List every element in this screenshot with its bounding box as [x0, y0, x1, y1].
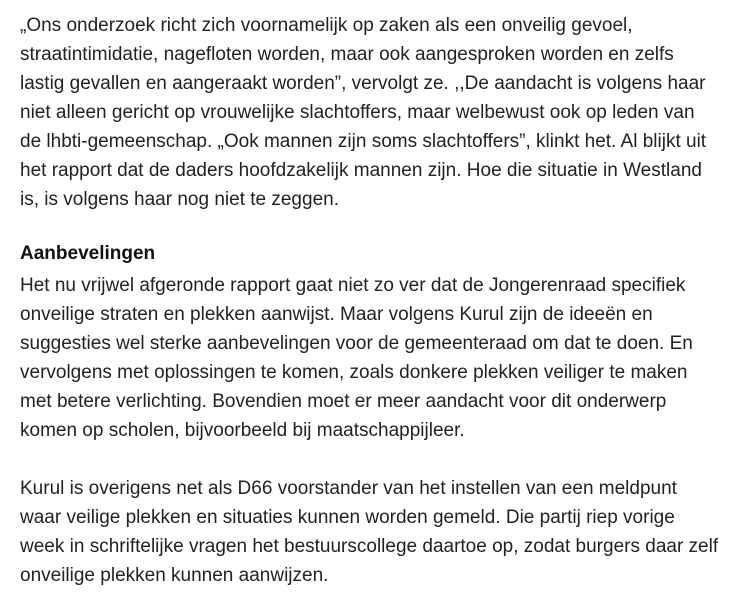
section-heading: Aanbevelingen: [20, 243, 156, 264]
article-paragraph: Kurul is overigens net als D66 voorstander van het instellen van een meldpunt waar veilige plekken en situaties kunnen worden gemeld. Die partij riep vorige week in schriftelijke vragen het bestuurscollege daartoe op, zodat burgers daar zelf onveilige plekken kunnen aanwijzen.: [20, 478, 719, 586]
article-paragraph: Het nu vrijwel afgeronde rapport gaat niet zo ver dat de Jongerenraad specifiek onveilige straten en plekken aanwijst. Maar volgens Kurul zijn de ideeën en suggesties wel sterke aanbevelingen voor de gemeenteraad om dat te doen. En vervolgens met oplossingen te komen, zoals donkere plekken veiliger te maken met betere verlichting. Bovendien moet er meer aandacht voor dit onderwerp komen op scholen, bijvoorbeeld bij maatschappijleer.: [20, 275, 693, 441]
article-body: [20, 11, 720, 590]
article-paragraph: „Ons onderzoek richt zich voornamelijk op zaken als een onveilig gevoel, straatintimidatie, nagefloten worden, maar ook aangesproken worden en zelfs lastig gevallen en aangeraakt worden”, vervolgt ze. ,,De aandacht is volgens haar niet alleen gericht op vrouwelijke slachtoffers, maar welbewust ook op leden van de lhbti-gemeenschap. „Ook mannen zijn soms slachtoffers”, klinkt het. Al blijkt uit het rapport dat de daders hoofdzakelijk mannen zijn. Hoe die situatie in Westland is, is volgens haar nog niet te zeggen.: [20, 15, 707, 210]
